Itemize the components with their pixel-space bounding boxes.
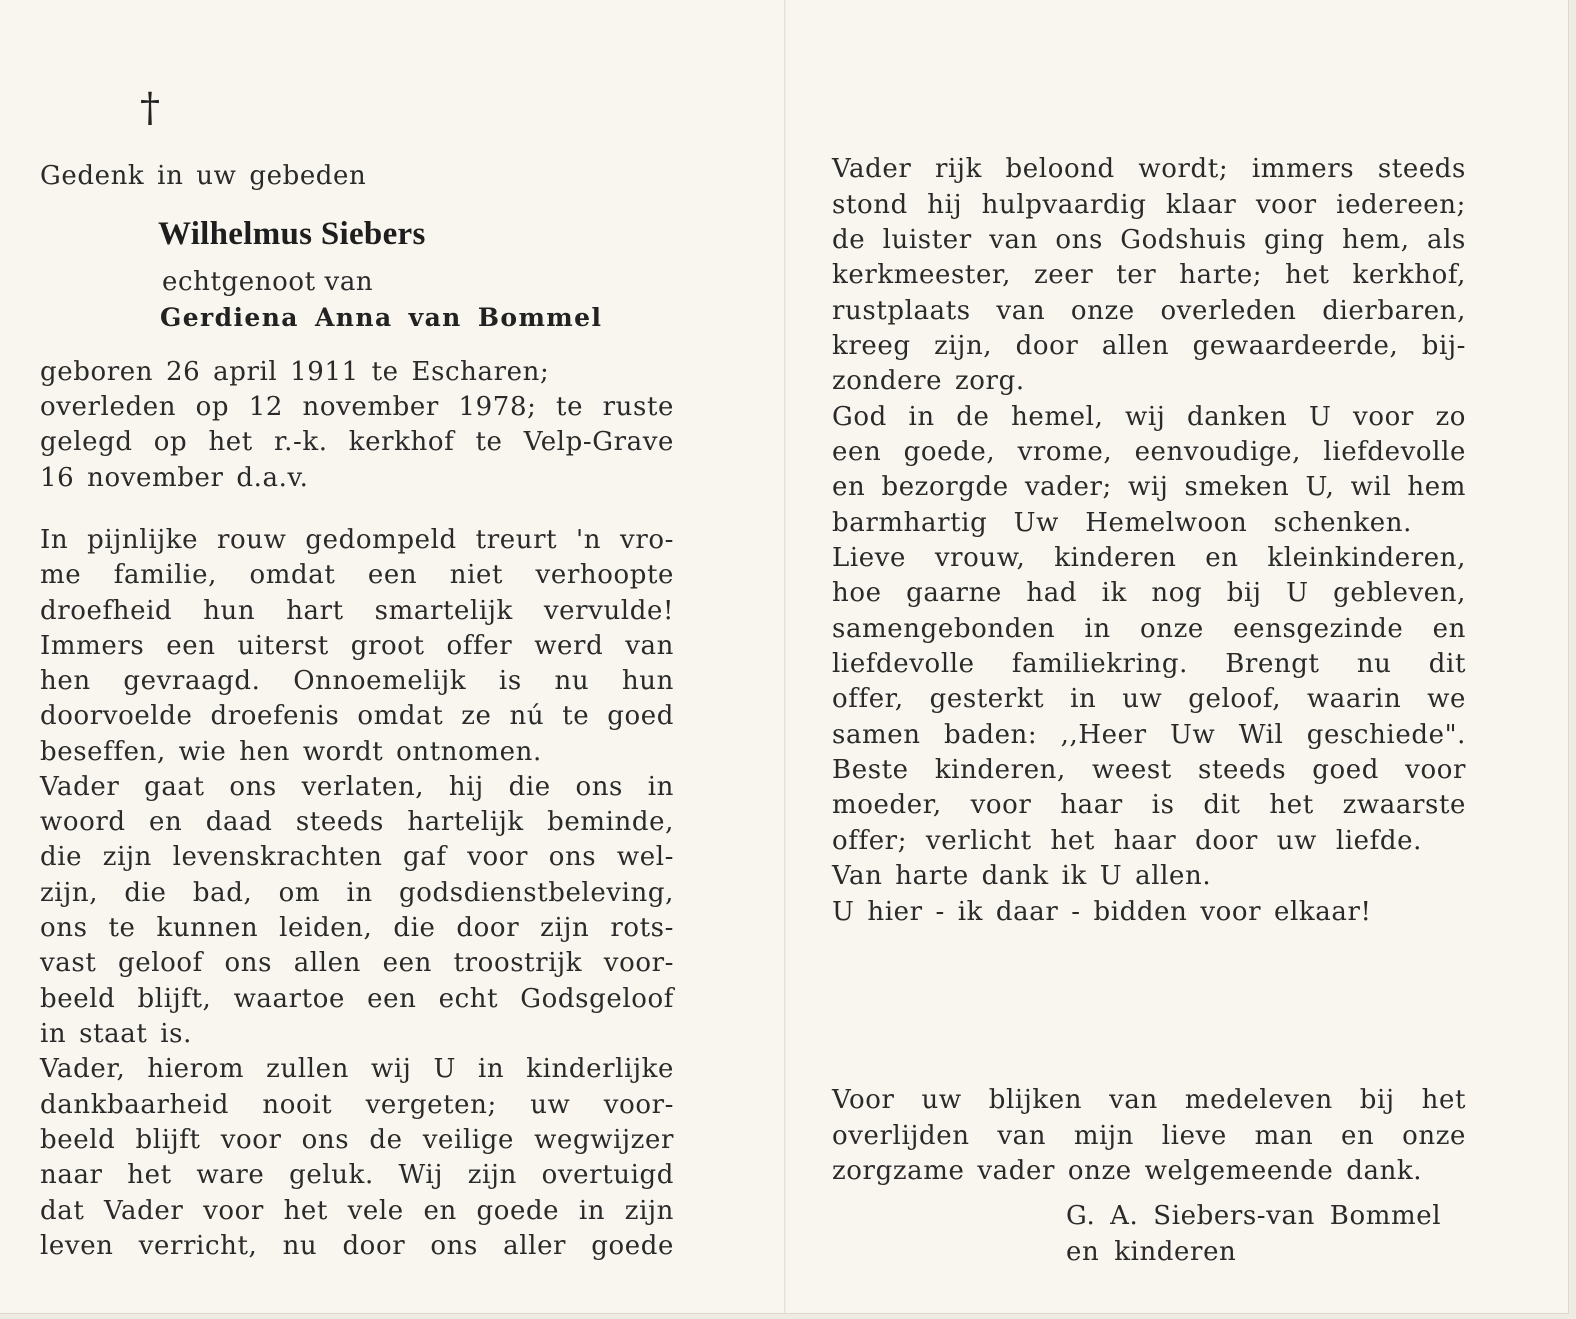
cross-icon: † xyxy=(140,85,160,131)
burial-date-line: 16 november d.a.v. xyxy=(40,463,309,493)
text-line: en bezorgde vader; wij smeken U, wil hem xyxy=(832,472,1466,502)
text-line: kreeg zijn, door allen gewaardeerde, bij- xyxy=(832,331,1466,361)
text-line: de luister van ons Godshuis ging hem, als xyxy=(832,225,1466,255)
card-fold xyxy=(784,0,786,1313)
text-line: zijn, die bad, om in godsdienstbeleving, xyxy=(40,878,674,908)
burial-line: gelegd op het r.-k. kerkhof te Velp-Grave xyxy=(40,427,674,457)
text-line: liefdevolle familiekring. Brengt nu dit xyxy=(832,649,1466,679)
text-line: rustplaats van onze overleden dierbaren, xyxy=(832,296,1466,326)
death-line: overleden op 12 november 1978; te ruste xyxy=(40,392,674,422)
text-line: die zijn levenskrachten gaf voor ons wel- xyxy=(40,842,674,872)
text-line: me familie, omdat een niet verhoopte xyxy=(40,560,674,590)
text-line: offer, gesterkt in uw geloof, waarin we xyxy=(832,684,1466,714)
deceased-name: Wilhelmus Siebers xyxy=(158,216,426,252)
text-line: woord en daad steeds hartelijk beminde, xyxy=(40,807,674,837)
text-line: naar het ware geluk. Wij zijn overtuigd xyxy=(40,1160,674,1190)
text-line: kerkmeester, zeer ter harte; het kerkhof, xyxy=(832,260,1466,290)
text-line: doorvoelde droefenis omdat ze nú te goed xyxy=(40,701,674,731)
spouse-name: Gerdiena Anna van Bommel xyxy=(160,303,603,332)
text-line: hoe gaarne had ik nog bij U gebleven, xyxy=(832,578,1466,608)
text-line: hen gevraagd. Onnoemelijk is nu hun xyxy=(40,666,674,696)
signature: G. A. Siebers-van Bommel xyxy=(1066,1201,1442,1231)
text-line: moeder, voor haar is dit het zwaarste xyxy=(832,790,1466,820)
thanks-line: zorgzame vader onze welgemeende dank. xyxy=(832,1156,1423,1186)
text-line: samengebonden in onze eensgezinde en xyxy=(832,614,1466,644)
text-line: Beste kinderen, weest steeds goed voor xyxy=(832,755,1466,785)
thanks-line: overlijden van mijn lieve man en onze xyxy=(832,1121,1466,1151)
text-line: vast geloof ons allen een troostrijk voor- xyxy=(40,948,674,978)
text-line: offer; verlicht het haar door uw liefde. xyxy=(832,826,1422,856)
text-line: beeld blijft voor ons de veilige wegwijzer xyxy=(40,1125,674,1155)
text-line: zondere zorg. xyxy=(832,366,1025,396)
text-line: leven verricht, nu door ons aller goede xyxy=(40,1231,674,1261)
text-line: droefheid hun hart smartelijk vervulde! xyxy=(40,596,674,626)
text-line: Vader rijk beloond wordt; immers steeds xyxy=(832,154,1466,184)
text-line: dankbaarheid nooit vergeten; uw voor- xyxy=(40,1090,674,1120)
thanks-line: Voor uw blijken van medeleven bij het xyxy=(832,1085,1466,1115)
text-line: U hier - ik daar - bidden voor elkaar! xyxy=(832,897,1372,927)
text-line: ons te kunnen leiden, die door zijn rots- xyxy=(40,913,674,943)
signature-sub: en kinderen xyxy=(1066,1237,1237,1267)
text-line: In pijnlijke rouw gedompeld treurt 'n vro- xyxy=(40,525,674,555)
text-line: Vader, hierom zullen wij U in kinderlijke xyxy=(40,1054,674,1084)
text-line: samen baden: ,,Heer Uw Wil geschiede". xyxy=(832,720,1466,750)
text-line: God in de hemel, wij danken U voor zo xyxy=(832,402,1466,432)
text-line: Vader gaat ons verlaten, hij die ons in xyxy=(40,772,674,802)
text-line: in staat is. xyxy=(40,1019,192,1049)
text-line: beseffen, wie hen wordt ontnomen. xyxy=(40,737,542,767)
text-line: Lieve vrouw, kinderen en kleinkinderen, xyxy=(832,543,1466,573)
text-line: een goede, vrome, eenvoudige, liefdevolle xyxy=(832,437,1466,467)
spouse-label: echtgenoot van xyxy=(162,267,374,297)
text-line: barmhartig Uw Hemelwoon schenken. xyxy=(832,508,1412,538)
text-line: beeld blijft, waartoe een echt Godsgeloof xyxy=(40,984,674,1014)
birth-line: geboren 26 april 1911 te Escharen; xyxy=(40,357,550,387)
intro-text: Gedenk in uw gebeden xyxy=(40,161,367,191)
text-line: stond hij hulpvaardig klaar voor iedereen; xyxy=(832,190,1466,220)
text-line: Immers een uiterst groot offer werd van xyxy=(40,631,674,661)
text-line: Van harte dank ik U allen. xyxy=(832,861,1212,891)
text-line: dat Vader voor het vele en goede in zijn xyxy=(40,1196,674,1226)
